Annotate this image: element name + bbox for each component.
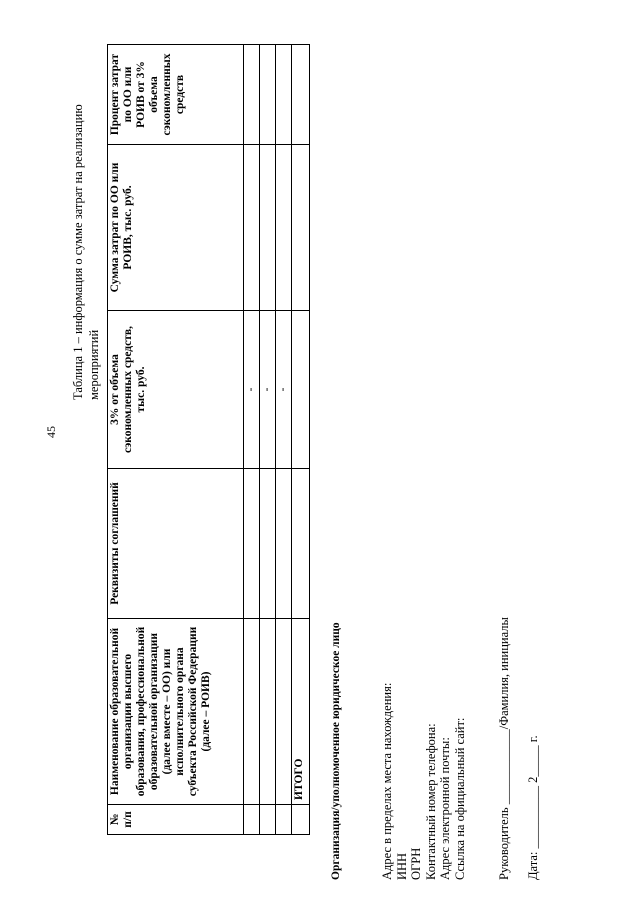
table-cell-marker: - [243, 311, 259, 469]
table-cell [275, 45, 291, 145]
table-total-row [291, 45, 309, 835]
table-cell [291, 469, 309, 619]
signature-label: Руководитель [497, 807, 511, 880]
table-header-row [108, 45, 244, 835]
table-cell [291, 45, 309, 145]
table-row [259, 45, 275, 835]
col-header-number: № п/п [108, 805, 244, 835]
table-cell [259, 469, 275, 619]
org-title: Организация/уполномоченное юридическое лицо [330, 622, 342, 880]
table-cell [275, 469, 291, 619]
table-cell [259, 45, 275, 145]
org-address-line: Адрес в пределах места нахождения: [380, 682, 394, 880]
table-cell [275, 619, 291, 805]
org-inn-line: ИНН [394, 852, 409, 880]
org-ogrn-line: ОГРН [409, 847, 423, 880]
col-header-agreements: Реквизиты соглашений [108, 469, 244, 619]
table-cell [243, 619, 259, 805]
date-blank-1: __________ [526, 785, 540, 849]
table-cell-marker: - [259, 311, 275, 469]
table-cell [291, 311, 309, 469]
table-cell [243, 45, 259, 145]
table-cell [259, 619, 275, 805]
table-row [243, 45, 259, 835]
table-cell [259, 805, 275, 835]
col-header-cost-percent: Процент затрат по ОО или РОИВ от 3% объема сэкономленных средств [108, 45, 244, 145]
table-cell [243, 469, 259, 619]
date-year-suffix: г. [526, 735, 540, 743]
table-cell [291, 805, 309, 835]
signature-suffix: /Фамилия, инициалы [497, 617, 511, 730]
col-header-organization: Наименование образовательной организации высшего образования, профессиональной образовательной организации (далее вместе – ОО) или исполнительного органа субъекта Российской Федерации (далее – РОИВ) [108, 619, 244, 805]
table-cell [243, 145, 259, 311]
caption-line-1: Таблица 1 – информация о сумме затрат на реализацию [71, 104, 85, 400]
table-cell-marker: - [275, 311, 291, 469]
cost-table [107, 45, 310, 835]
date-label: Дата: [526, 851, 540, 880]
date-year-prefix: 2 [526, 776, 540, 783]
col-header-cost-sum: Сумма затрат по ОО или РОИВ, тыс. руб. [108, 145, 244, 311]
table-row [275, 45, 291, 835]
signature-blank: ____________ [497, 729, 511, 805]
org-website-line: Ссылка на официальный сайт: [452, 717, 467, 880]
org-details [380, 560, 467, 880]
signature-line [497, 617, 512, 880]
table-cell [291, 145, 309, 311]
date-line [526, 735, 541, 880]
table-cell [259, 145, 275, 311]
col-header-three-percent: 3% от объема сэкономленных средств, тыс. руб. [108, 311, 244, 469]
caption-line-2: мероприятий [87, 329, 101, 400]
org-email-line: Адрес электронной почты: [438, 737, 452, 880]
page-number: 45 [44, 426, 58, 438]
table-cell [243, 805, 259, 835]
table-cell [275, 805, 291, 835]
table-cell [275, 145, 291, 311]
org-phone-line: Контактный номер телефона: [423, 723, 438, 880]
table-caption [70, 104, 102, 400]
total-label: ИТОГО [291, 619, 309, 805]
date-blank-2: _____ [526, 745, 540, 777]
